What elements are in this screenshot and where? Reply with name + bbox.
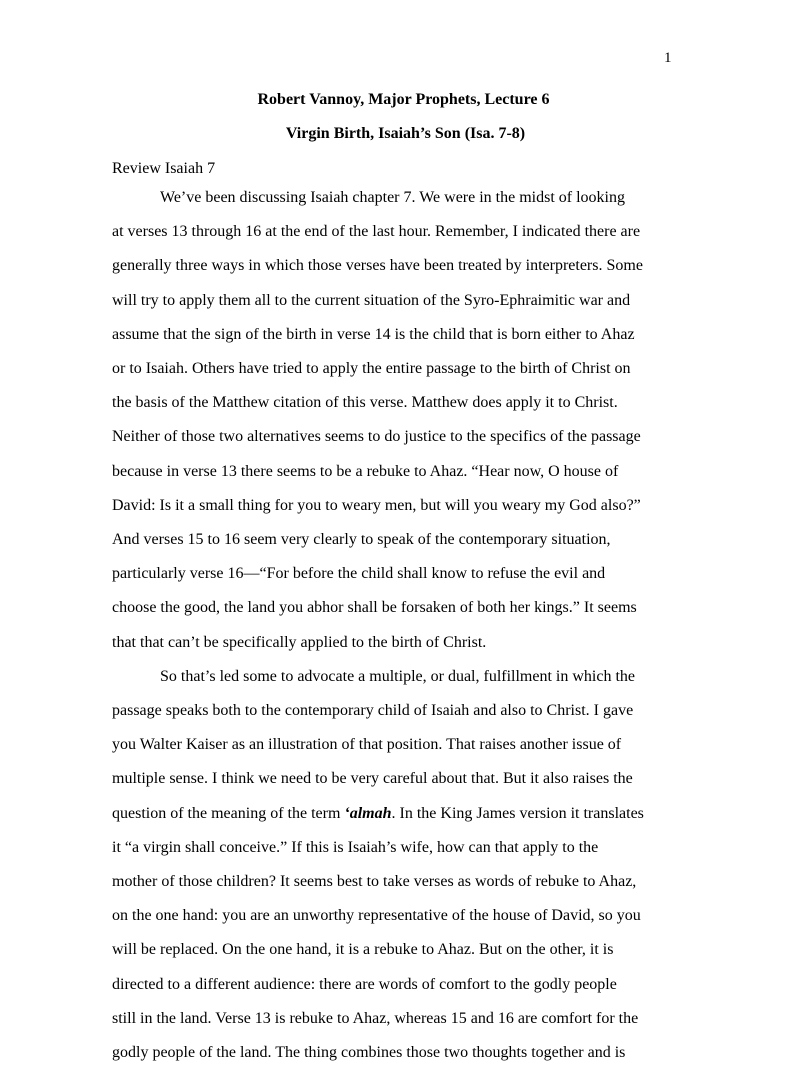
text-line: godly people of the land. The thing combines those two thoughts together and is	[112, 1044, 626, 1062]
text-line: will try to apply them all to the current situation of the Syro-Ephraimitic war and	[112, 291, 631, 309]
text-line: directed to a different audience: there are words of comfort to the godly people	[112, 975, 617, 993]
text-line: generally three ways in which those verses have been treated by interpreters. Some	[112, 257, 643, 275]
text-line: at verses 13 through 16 at the end of the last hour. Remember, I indicated there are	[112, 223, 641, 241]
text-line: David: Is it a small thing for you to weary men, but will you weary my God also?”	[112, 496, 641, 514]
text-line: because in verse 13 there seems to be a rebuke to Ahaz. “Hear now, O house of	[112, 462, 619, 480]
page-number: 1	[664, 50, 672, 66]
text-line: We’ve been discussing Isaiah chapter 7. We were in the midst of looking	[160, 189, 625, 206]
text-line: it “a virgin shall conceive.” If this is Isaiah’s wife, how can that apply to the	[112, 838, 599, 856]
lecture-title: Robert Vannoy, Major Prophets, Lecture 6	[257, 91, 550, 108]
section-heading: Review Isaiah 7	[112, 160, 216, 177]
text-line: passage speaks both to the contemporary child of Isaiah and also to Christ. I gave	[112, 702, 634, 720]
text-line: And verses 15 to 16 seem very clearly to speak of the contemporary situation,	[112, 531, 611, 549]
text-line: So that’s led some to advocate a multiple, or dual, fulfillment in which the	[160, 667, 636, 685]
text-line: still in the land. Verse 13 is rebuke to Ahaz, whereas 15 and 16 are comfort for the	[112, 1009, 639, 1027]
paragraph	[112, 660, 668, 1070]
hebrew-term: ‘almah	[344, 804, 392, 822]
text-line: question of the meaning of the term ‘almah. In the King James version it translates	[112, 804, 644, 822]
text-line: assume that the sign of the birth in verse 14 is the child that is born either to Ahaz	[112, 325, 635, 343]
text-line: Neither of those two alternatives seems to do justice to the specifics of the passage	[112, 428, 641, 446]
text-line: particularly verse 16—“For before the child shall know to refuse the evil and	[112, 565, 606, 583]
text-line: will be replaced. On the one hand, it is a rebuke to Ahaz. But on the other, it is	[112, 941, 614, 959]
paragraph	[112, 181, 668, 660]
lecture-subtitle: Virgin Birth, Isaiah’s Son (Isa. 7-8)	[285, 125, 526, 142]
text-line: multiple sense. I think we need to be very careful about that. But it also raises the	[112, 770, 633, 788]
text-line: you Walter Kaiser as an illustration of that position. That raises another issue of	[112, 736, 622, 754]
text-line: choose the good, the land you abhor shall be forsaken of both her kings.” It seems	[112, 599, 637, 617]
text-line: the basis of the Matthew citation of this verse. Matthew does apply it to Christ.	[112, 394, 618, 412]
text-line: that that can’t be specifically applied to the birth of Christ.	[112, 633, 487, 651]
text-line: mother of those children? It seems best to take verses as words of rebuke to Ahaz,	[112, 873, 637, 891]
text-line: or to Isaiah. Others have tried to apply the entire passage to the birth of Christ on	[112, 360, 631, 378]
text-line: on the one hand: you are an unworthy representative of the house of David, so you	[112, 907, 641, 925]
body-text	[112, 181, 668, 1070]
